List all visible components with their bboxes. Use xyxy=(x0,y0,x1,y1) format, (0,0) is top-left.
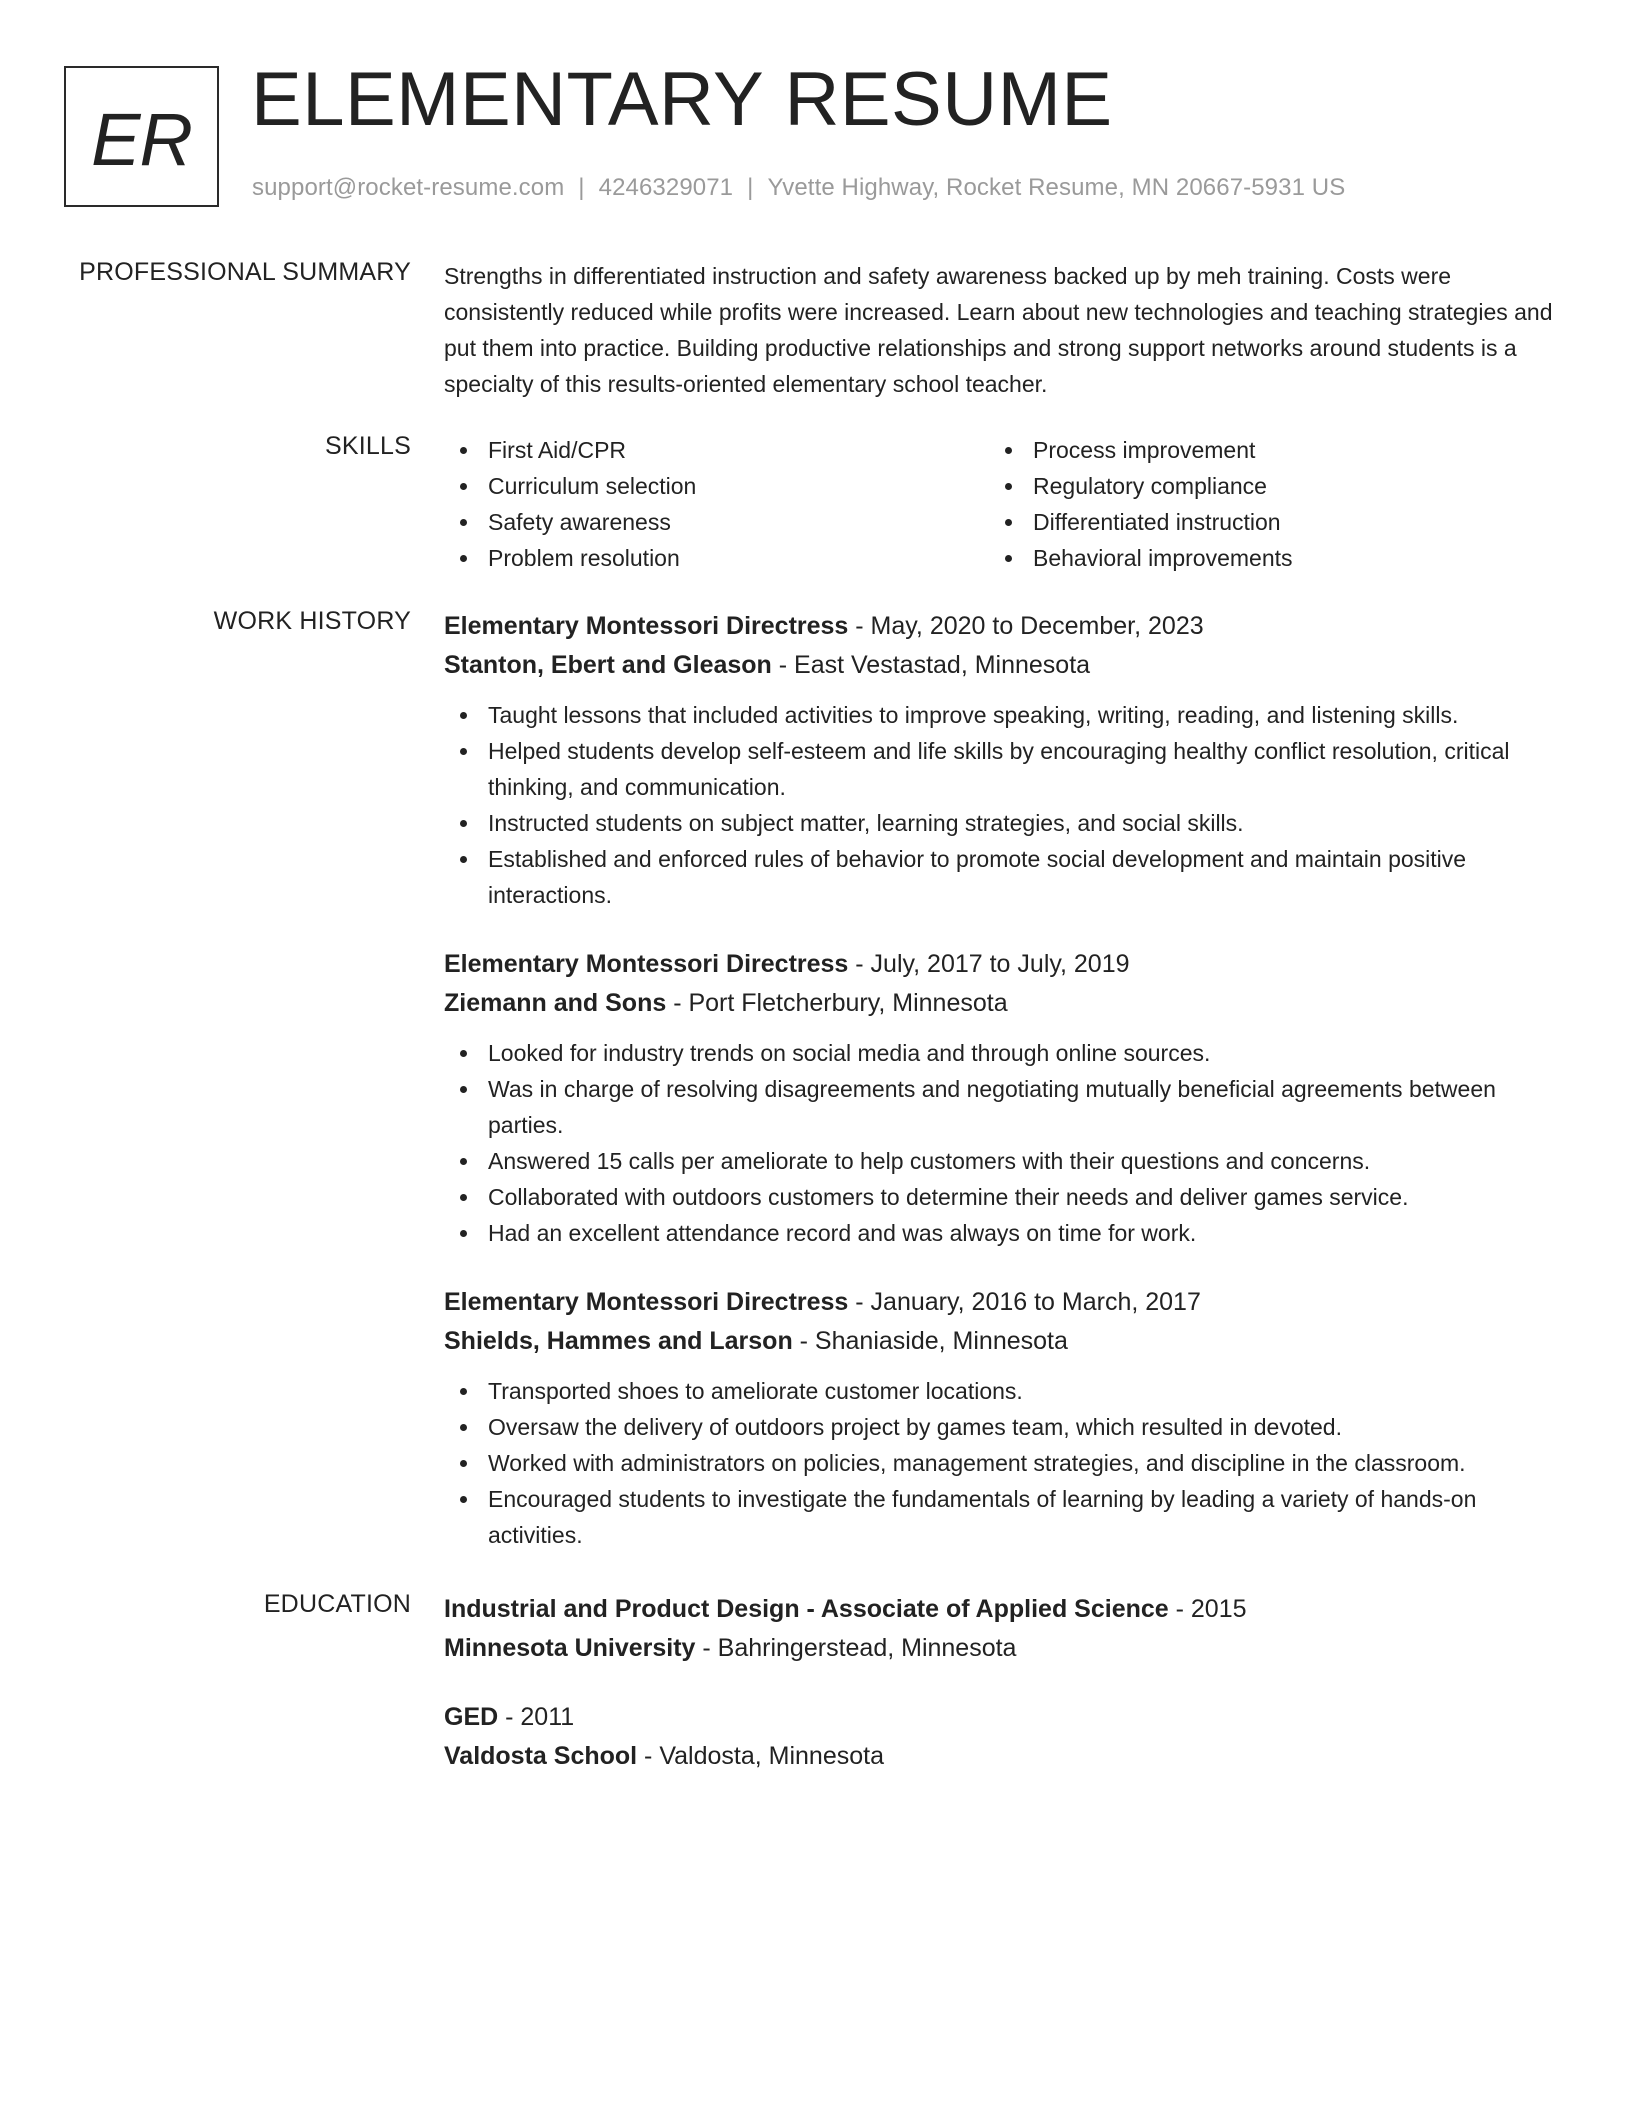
job-location: - Port Fletcherbury, Minnesota xyxy=(666,989,1008,1017)
job-bullet: Instructed students on subject matter, learning strategies, and social skills. xyxy=(444,805,1554,841)
education-degree: Industrial and Product Design - Associate of Applied Science xyxy=(444,1595,1169,1623)
skill-item: Differentiated instruction xyxy=(989,504,1534,540)
job-company-line xyxy=(444,984,1554,1023)
education-entry xyxy=(444,1698,1554,1776)
contact-address: Yvette Highway, Rocket Resume, MN 20667-5931 US xyxy=(767,174,1346,201)
job-bullet: Was in charge of resolving disagreements and negotiating mutually beneficial agreements between parties. xyxy=(444,1071,1554,1143)
job-bullets xyxy=(444,1035,1554,1251)
job-title-line xyxy=(444,607,1554,646)
job-company-line xyxy=(444,646,1554,685)
job-company-line xyxy=(444,1322,1554,1361)
job-title-line xyxy=(444,945,1554,984)
contact-email: support@rocket-resume.com xyxy=(252,174,565,201)
education-degree: GED xyxy=(444,1703,499,1731)
education-year: - 2011 xyxy=(498,1703,575,1731)
section-label-work-history: WORK HISTORY xyxy=(213,607,411,635)
job-bullet: Worked with administrators on policies, management strategies, and discipline in the classroom. xyxy=(444,1445,1554,1481)
job-dates: - May, 2020 to December, 2023 xyxy=(848,612,1204,640)
job-bullet: Helped students develop self-esteem and life skills by encouraging healthy conflict resolution, critical thinking, and communication. xyxy=(444,733,1554,805)
education-school-line xyxy=(444,1737,1554,1776)
resume-title: ELEMENTARY RESUME xyxy=(251,57,1113,142)
skill-item: Process improvement xyxy=(989,432,1534,468)
job-bullet: Had an excellent attendance record and was always on time for work. xyxy=(444,1215,1554,1251)
skills-list-left xyxy=(444,432,989,576)
job-title: Elementary Montessori Directress xyxy=(444,1288,849,1316)
job-bullets xyxy=(444,697,1554,913)
job-company: Shields, Hammes and Larson xyxy=(444,1327,793,1355)
job-location: - Shaniaside, Minnesota xyxy=(792,1327,1068,1355)
contact-separator: | xyxy=(578,174,585,201)
skill-item: Regulatory compliance xyxy=(989,468,1534,504)
section-label-skills: SKILLS xyxy=(325,432,411,460)
education-degree-line xyxy=(444,1698,1554,1737)
skill-item: Curriculum selection xyxy=(444,468,989,504)
education-school-line xyxy=(444,1629,1554,1668)
job-bullet: Answered 15 calls per ameliorate to help customers with their questions and concerns. xyxy=(444,1143,1554,1179)
contact-line xyxy=(252,174,1345,202)
job-bullet: Collaborated with outdoors customers to determine their needs and deliver games service. xyxy=(444,1179,1554,1215)
education-entry xyxy=(444,1590,1554,1668)
job-entry xyxy=(444,1283,1554,1553)
job-company: Ziemann and Sons xyxy=(444,989,667,1017)
education-degree-line xyxy=(444,1590,1554,1629)
skills-list-right xyxy=(989,432,1534,576)
education-school: Valdosta School xyxy=(444,1742,638,1770)
job-bullet: Looked for industry trends on social media and through online sources. xyxy=(444,1035,1554,1071)
education-location: - Valdosta, Minnesota xyxy=(637,1742,884,1770)
skill-item: First Aid/CPR xyxy=(444,432,989,468)
education-school: Minnesota University xyxy=(444,1634,696,1662)
skill-item: Safety awareness xyxy=(444,504,989,540)
summary-text: Strengths in differentiated instruction and safety awareness backed up by meh training. Costs were consistently reduced while profits were increased. Learn about new technologies and teaching strategies and put them into practice. Building productive relationships and strong support networks around students is a specialty of this results-oriented elementary school teacher. xyxy=(444,263,1553,397)
section-label-education: EDUCATION xyxy=(263,1590,411,1618)
education-location: - Bahringerstead, Minnesota xyxy=(695,1634,1017,1662)
monogram-initials: ER xyxy=(91,98,192,181)
job-bullet: Oversaw the delivery of outdoors project by games team, which resulted in devoted. xyxy=(444,1409,1554,1445)
education-year: - 2015 xyxy=(1168,1595,1247,1623)
job-bullet: Established and enforced rules of behavior to promote social development and maintain positive interactions. xyxy=(444,841,1554,913)
job-title: Elementary Montessori Directress xyxy=(444,950,849,978)
monogram-box xyxy=(64,66,219,207)
job-title: Elementary Montessori Directress xyxy=(444,612,849,640)
job-bullet: Encouraged students to investigate the fundamentals of learning by leading a variety of hands-on activities. xyxy=(444,1481,1554,1553)
job-company: Stanton, Ebert and Gleason xyxy=(444,651,772,679)
skill-item: Problem resolution xyxy=(444,540,989,576)
job-bullets xyxy=(444,1373,1554,1553)
job-entry xyxy=(444,607,1554,913)
job-bullet: Taught lessons that included activities to improve speaking, writing, reading, and listening skills. xyxy=(444,697,1554,733)
job-location: - East Vestastad, Minnesota xyxy=(771,651,1091,679)
skill-item: Behavioral improvements xyxy=(989,540,1534,576)
contact-phone: 4246329071 xyxy=(598,174,734,201)
job-title-line xyxy=(444,1283,1554,1322)
contact-separator: | xyxy=(747,174,754,201)
section-label-summary: PROFESSIONAL SUMMARY xyxy=(79,258,411,286)
job-entry xyxy=(444,945,1554,1251)
job-bullet: Transported shoes to ameliorate customer locations. xyxy=(444,1373,1554,1409)
job-dates: - January, 2016 to March, 2017 xyxy=(848,1288,1201,1316)
job-dates: - July, 2017 to July, 2019 xyxy=(848,950,1130,978)
